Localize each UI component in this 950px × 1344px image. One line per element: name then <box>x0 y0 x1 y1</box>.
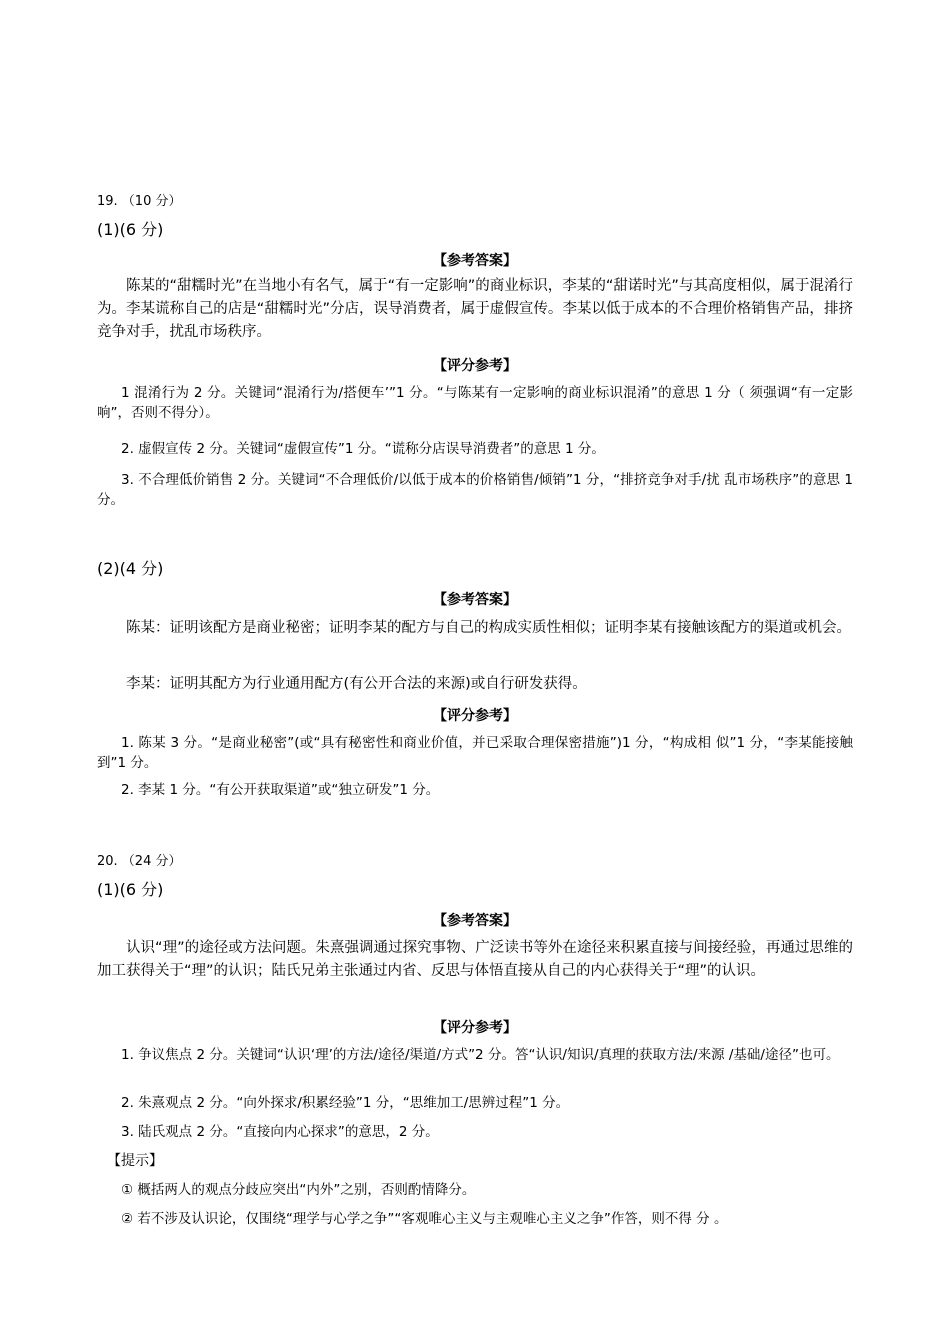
question-20-title: 20. （24 分） <box>97 854 182 869</box>
q19-part1-answer-heading: 【参考答案】 <box>433 253 517 269</box>
q20-hint-heading: 【提示】 <box>107 1153 163 1169</box>
q20-hint-2: ② 若不涉及认识论，仅围绕“理学与心学之争”“客观唯心主义与主观唯心主义之争”作答，则不得 分 。 <box>121 1211 728 1227</box>
q19-part2-answer-chen: 陈某：证明该配方是商业秘密；证明李某的配方与自己的构成实质性相似；证明李某有接触该配方的渠道或机会。 <box>126 620 851 636</box>
q20-part1-answer-heading: 【参考答案】 <box>433 913 517 929</box>
q20-hint-1: ① 概括两人的观点分歧应突出“内外”之别，否则酌情降分。 <box>121 1182 476 1198</box>
q19-part2-score-heading: 【评分参考】 <box>433 708 517 724</box>
q19-part1-score-1: 1 混淆行为 2 分。关键词“混淆行为/搭便车’”1 分。“与陈某有一定影响的商业标识混淆”的意思 1 分（ 须强调“有一定影响”，否则不得分）。 <box>97 385 853 421</box>
q19-part2-answer-heading: 【参考答案】 <box>433 592 517 608</box>
q20-part1-title: (1)(6 分) <box>97 880 164 899</box>
q19-part2-title: (2)(4 分) <box>97 559 164 578</box>
q20-part1-score-2: 2. 朱熹观点 2 分。“向外探求/积累经验”1 分，“思维加工/思辨过程”1 分。 <box>121 1095 570 1111</box>
q19-part2-answer-li: 李某：证明其配方为行业通用配方(有公开合法的来源)或自行研发获得。 <box>126 676 587 692</box>
q20-part1-answer: 认识“理”的途径或方法问题。朱熹强调通过探究事物、广泛读书等外在途径来积累直接与间接经验，再通过思维的加工获得关于“理”的认识；陆氏兄弟主张通过内省、反思与体悟直接从自己的内心获得关于“理”的认识。 <box>97 940 853 979</box>
q19-part2-score-1: 1. 陈某 3 分。“是商业秘密”(或“具有秘密性和商业价值，并已采取合理保密措施”)1 分，“构成相 似”1 分，“李某能接触到”1 分。 <box>97 735 853 771</box>
q19-part2-score-2: 2. 李某 1 分。“有公开获取渠道”或“独立研发”1 分。 <box>121 782 440 798</box>
question-19-title: 19. （10 分） <box>97 194 182 209</box>
q19-part1-score-2: 2. 虚假宣传 2 分。关键词“虚假宣传”1 分。“谎称分店误导消费者”的意思 1 分。 <box>121 441 605 457</box>
q19-part1-score-3: 3. 不合理低价销售 2 分。关键词“不合理低价/以低于成本的价格销售/倾销”1 分，“排挤竞争对手/扰 乱市场秩序”的意思 1 分。 <box>97 472 853 508</box>
q19-part1-score-heading: 【评分参考】 <box>433 358 517 374</box>
q20-part1-score-1: 1. 争议焦点 2 分。关键词“认识‘理’的方法/途径/渠道/方式”2 分。答“认识/知识/真理的获取方法/来源 /基础/途径”也可。 <box>121 1047 840 1063</box>
q20-part1-score-3: 3. 陆氏观点 2 分。“直接向内心探求”的意思，2 分。 <box>121 1124 439 1140</box>
q19-part1-title: (1)(6 分) <box>97 220 164 239</box>
q20-part1-score-heading: 【评分参考】 <box>433 1020 517 1036</box>
q19-part1-answer: 陈某的“甜糯时光”在当地小有名气，属于“有一定影响”的商业标识，李某的“甜诺时光”与其高度相似，属于混淆行为。李某谎称自己的店是“甜糯时光”分店，误导消费者，属于虚假宣传。李某以低于成本的不合理价格销售产品，排挤竞争对手，扰乱市场秩序。 <box>97 278 853 340</box>
